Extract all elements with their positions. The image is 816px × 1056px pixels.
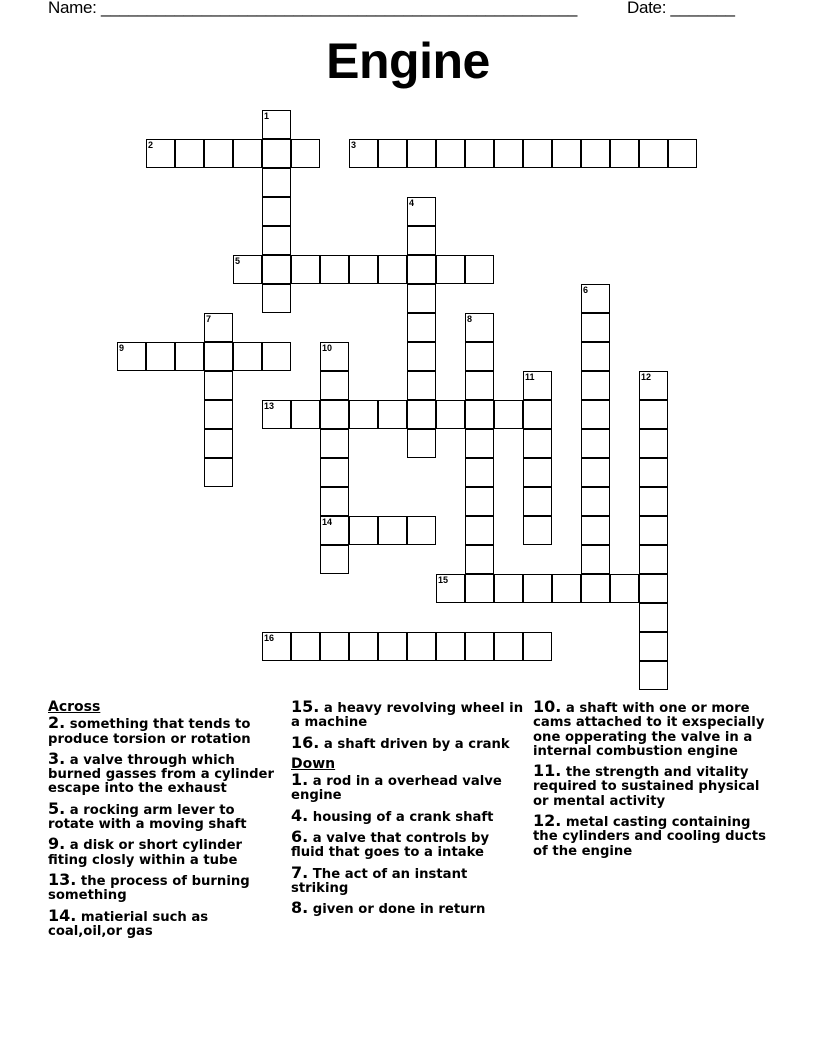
clue-down-7: 7. The act of an instant striking — [291, 862, 468, 896]
grid-cell[interactable] — [407, 197, 436, 226]
grid-cell[interactable] — [465, 255, 494, 284]
grid-cell[interactable] — [639, 545, 668, 574]
grid-cell[interactable] — [465, 313, 494, 342]
grid-cell[interactable] — [407, 139, 436, 168]
clue-down-4: 4. housing of a crank shaft — [291, 805, 494, 825]
grid-cell[interactable] — [581, 516, 610, 545]
clue-number: 2 — [148, 140, 154, 150]
grid-cell[interactable] — [581, 574, 610, 603]
clue-across-16: 16. a shaft driven by a crank — [291, 732, 510, 752]
clue-across-14: 14. matierial such as coal,oil,or gas — [48, 905, 209, 939]
grid-cell[interactable] — [639, 371, 668, 400]
grid-cell[interactable] — [378, 139, 407, 168]
grid-cell[interactable] — [465, 139, 494, 168]
grid-cell[interactable] — [262, 400, 291, 429]
grid-cell[interactable] — [436, 400, 465, 429]
down-heading: Down — [291, 755, 336, 772]
grid-cell[interactable] — [407, 371, 436, 400]
grid-cell[interactable] — [523, 516, 552, 545]
grid-cell[interactable] — [320, 632, 349, 661]
clue-across-15: 15. a heavy revolving wheel in a machine — [291, 697, 524, 731]
grid-cell[interactable] — [407, 342, 436, 371]
grid-cell[interactable] — [523, 139, 552, 168]
grid-cell[interactable] — [349, 139, 378, 168]
clues-column-3 — [533, 697, 773, 864]
clue-number: 3 — [351, 140, 357, 150]
clue-number: 16 — [264, 633, 275, 643]
puzzle-title: Engine — [326, 33, 490, 89]
grid-cell[interactable] — [581, 342, 610, 371]
grid-cell[interactable] — [175, 139, 204, 168]
clue-number: 5 — [235, 256, 241, 266]
grid-cell[interactable] — [523, 632, 552, 661]
grid-cell[interactable] — [639, 632, 668, 661]
grid-cell[interactable] — [349, 632, 378, 661]
clue-down-10: 10. a shaft with one or more cams attached to it exspecially one opperating the valve in a internal combustion engine — [533, 697, 765, 759]
grid-cell[interactable] — [262, 197, 291, 226]
grid-cell[interactable] — [581, 139, 610, 168]
grid-cell[interactable] — [465, 429, 494, 458]
clue-number: 4 — [409, 198, 415, 208]
grid-cell[interactable] — [146, 139, 175, 168]
grid-cell[interactable] — [581, 400, 610, 429]
grid-cell[interactable] — [465, 516, 494, 545]
grid-cell[interactable] — [639, 574, 668, 603]
grid-cell[interactable] — [146, 342, 175, 371]
clue-across-5: 5. a rocking arm lever to rotate with a moving shaft — [48, 798, 247, 833]
clue-across-9: 9. a disk or short cylinder fiting closly within a tube — [48, 834, 243, 868]
clue-number: 6 — [583, 285, 589, 295]
grid-cell[interactable] — [204, 400, 233, 429]
clue-down-11: 11. the strength and vitality required to sustained physical or mental activity — [533, 761, 760, 809]
clue-number: 12 — [641, 372, 652, 382]
grid-cell[interactable] — [668, 139, 697, 168]
grid-cell[interactable] — [552, 139, 581, 168]
grid-cell[interactable] — [233, 255, 262, 284]
grid-cell[interactable] — [204, 371, 233, 400]
grid-cell[interactable] — [581, 487, 610, 516]
grid-cell[interactable] — [581, 545, 610, 574]
grid-cell[interactable] — [552, 574, 581, 603]
grid-cell[interactable] — [407, 284, 436, 313]
clue-down-8: 8. given or done in return — [291, 898, 486, 918]
grid-cell[interactable] — [581, 458, 610, 487]
grid-cell[interactable] — [407, 313, 436, 342]
grid-cell[interactable] — [436, 574, 465, 603]
clue-down-6: 6. a valve that controls by fluid that goes to a intake — [291, 827, 490, 861]
grid-cell[interactable] — [465, 371, 494, 400]
grid-cell[interactable] — [320, 255, 349, 284]
clue-number: 11 — [525, 372, 535, 382]
grid-cell[interactable] — [494, 400, 523, 429]
clues-column-2 — [291, 697, 526, 923]
grid-cell[interactable] — [320, 429, 349, 458]
grid-cell[interactable] — [465, 487, 494, 516]
clue-number: 10 — [322, 343, 333, 353]
grid-cell[interactable] — [465, 632, 494, 661]
grid-cell[interactable] — [436, 255, 465, 284]
grid-cell[interactable] — [262, 110, 291, 139]
grid-cell[interactable] — [639, 139, 668, 168]
grid-cell[interactable] — [639, 516, 668, 545]
grid-cell[interactable] — [523, 429, 552, 458]
grid-cell[interactable] — [291, 400, 320, 429]
clue-number: 13 — [264, 401, 275, 411]
grid-cell[interactable] — [204, 458, 233, 487]
grid-cell[interactable] — [639, 429, 668, 458]
grid-cell[interactable] — [523, 487, 552, 516]
grid-cell[interactable] — [581, 313, 610, 342]
clue-across-3: 3. a valve through which burned gasses from a cylinder escape into the exhaust — [48, 748, 274, 797]
grid-cell[interactable] — [378, 632, 407, 661]
grid-cell[interactable] — [291, 255, 320, 284]
grid-cell[interactable] — [262, 342, 291, 371]
clue-down-1: 1. a rod in a overhead valve engine — [291, 770, 502, 804]
grid-cell[interactable] — [204, 342, 233, 371]
grid-cell[interactable] — [407, 632, 436, 661]
grid-cell[interactable] — [320, 371, 349, 400]
grid-cell[interactable] — [494, 139, 523, 168]
grid-cell[interactable] — [262, 284, 291, 313]
grid-cell[interactable] — [639, 458, 668, 487]
grid-cell[interactable] — [349, 255, 378, 284]
grid-cell[interactable] — [262, 139, 291, 168]
grid-cell[interactable] — [465, 545, 494, 574]
clue-number: 8 — [467, 314, 473, 324]
across-heading: Across — [48, 699, 101, 715]
date-field[interactable]: Date: _______ — [627, 0, 735, 17]
grid-cell[interactable] — [320, 400, 349, 429]
grid-cell[interactable] — [233, 342, 262, 371]
grid-cell[interactable] — [320, 342, 349, 371]
grid-cell[interactable] — [581, 371, 610, 400]
clue-number: 1 — [264, 111, 270, 121]
grid-cell[interactable] — [378, 400, 407, 429]
grid-cell[interactable] — [117, 342, 146, 371]
grid-cell[interactable] — [523, 574, 552, 603]
grid-cell[interactable] — [262, 632, 291, 661]
grid-cell[interactable] — [581, 284, 610, 313]
grid-cell[interactable] — [465, 574, 494, 603]
name-field[interactable]: Name: ____________________________________________________ — [48, 0, 578, 17]
grid-cell[interactable] — [436, 632, 465, 661]
grid-cell[interactable] — [378, 255, 407, 284]
clues-column-1 — [48, 700, 283, 944]
clue-across-2: 2. something that tends to produce torsion or rotation — [48, 713, 251, 747]
clue-number: 9 — [119, 343, 125, 353]
grid-cell[interactable] — [204, 139, 233, 168]
grid-cell[interactable] — [320, 545, 349, 574]
grid-cell[interactable] — [581, 429, 610, 458]
grid-cell[interactable] — [465, 342, 494, 371]
grid-cell[interactable] — [233, 139, 262, 168]
grid-cell[interactable] — [436, 139, 465, 168]
grid-cell[interactable] — [175, 342, 204, 371]
grid-cell[interactable] — [320, 487, 349, 516]
grid-cell[interactable] — [639, 400, 668, 429]
grid-cell[interactable] — [291, 139, 320, 168]
clue-down-12: 12. metal casting containing the cylinders and cooling ducts of the engine — [533, 811, 766, 859]
grid-cell[interactable] — [610, 574, 639, 603]
grid-cell[interactable] — [465, 400, 494, 429]
grid-cell[interactable] — [523, 458, 552, 487]
grid-cell[interactable] — [349, 516, 378, 545]
grid-cell[interactable] — [523, 371, 552, 400]
grid-cell[interactable] — [494, 632, 523, 661]
clue-number: 14 — [322, 517, 333, 527]
grid-cell[interactable] — [262, 168, 291, 197]
grid-cell[interactable] — [639, 661, 668, 690]
grid-cell[interactable] — [204, 313, 233, 342]
grid-cell[interactable] — [291, 632, 320, 661]
grid-cell[interactable] — [320, 458, 349, 487]
grid-cell[interactable] — [494, 574, 523, 603]
clue-across-13: 13. the process of burning something — [48, 869, 250, 904]
grid-cell[interactable] — [465, 458, 494, 487]
grid-cell[interactable] — [523, 400, 552, 429]
grid-cell[interactable] — [407, 255, 436, 284]
grid-cell[interactable] — [639, 487, 668, 516]
grid-cell[interactable] — [407, 400, 436, 429]
grid-cell[interactable] — [349, 400, 378, 429]
grid-cell[interactable] — [378, 516, 407, 545]
clue-number: 15 — [438, 575, 449, 585]
clue-number: 7 — [206, 314, 212, 324]
grid-cell[interactable] — [407, 429, 436, 458]
grid-cell[interactable] — [320, 516, 349, 545]
grid-cell[interactable] — [610, 139, 639, 168]
grid-cell[interactable] — [407, 516, 436, 545]
grid-cell[interactable] — [407, 226, 436, 255]
grid-cell[interactable] — [639, 603, 668, 632]
grid-cell[interactable] — [262, 255, 291, 284]
grid-cell[interactable] — [262, 226, 291, 255]
grid-cell[interactable] — [204, 429, 233, 458]
